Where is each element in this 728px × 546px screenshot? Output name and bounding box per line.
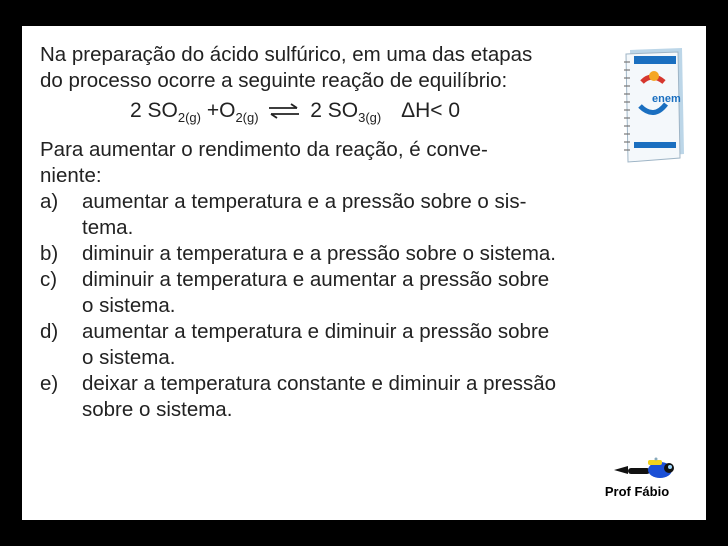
enem-book-logo-icon — [620, 46, 686, 164]
answer-options — [40, 189, 600, 423]
reactant-o2: +O — [206, 99, 236, 122]
option-a — [40, 189, 600, 241]
option-text-line: deixar a temperatura constante e diminuir a pressão — [82, 372, 557, 395]
product-so3-state: 3(g) — [358, 110, 382, 125]
option-letter: b) — [40, 242, 59, 265]
option-text-line: diminuir a temperatura e a pressão sobre o sistema. — [82, 242, 557, 265]
product-so3: 2 SO — [310, 99, 359, 122]
option-c — [40, 267, 600, 319]
option-b — [40, 241, 600, 267]
logo-text: enem — [652, 93, 681, 105]
option-text-line: sobre o sistema. — [82, 398, 233, 421]
option-letter: e) — [40, 372, 59, 395]
slide — [22, 26, 706, 520]
scuba-diver-icon — [612, 456, 676, 486]
enthalpy-change: ΔH< 0 — [401, 99, 461, 122]
option-text-line: aumentar a temperatura e a pressão sobre o sis- — [82, 190, 527, 213]
reactant-o2-state: 2(g) — [235, 110, 259, 125]
question-line-2: niente: — [40, 164, 102, 187]
option-letter: a) — [40, 190, 59, 213]
option-e — [40, 371, 600, 423]
option-d — [40, 319, 600, 371]
option-text-line: o sistema. — [82, 346, 176, 369]
reactant-so2-state: 2(g) — [177, 110, 201, 125]
question-line-1: Para aumentar o rendimento da reação, é conve- — [40, 138, 488, 161]
intro-line-1: Na preparação do ácido sulfúrico, em uma das etapas — [40, 43, 533, 66]
option-letter: c) — [40, 268, 58, 291]
equilibrium-arrow-icon — [267, 103, 301, 119]
option-text-line: o sistema. — [82, 294, 176, 317]
option-text-line: diminuir a temperatura e aumentar a pressão sobre — [82, 268, 550, 291]
question-prompt — [40, 137, 600, 189]
option-letter: d) — [40, 320, 59, 343]
option-text-line: aumentar a temperatura e diminuir a pressão sobre — [82, 320, 550, 343]
chemical-equation — [130, 96, 600, 133]
question-intro — [40, 42, 600, 94]
reactant-so2: 2 SO — [130, 99, 178, 122]
author-label: Prof Fábio — [604, 484, 670, 499]
question-content — [40, 42, 600, 423]
intro-line-2: do processo ocorre a seguinte reação de equilíbrio: — [40, 69, 508, 92]
option-text-line: tema. — [82, 216, 134, 239]
